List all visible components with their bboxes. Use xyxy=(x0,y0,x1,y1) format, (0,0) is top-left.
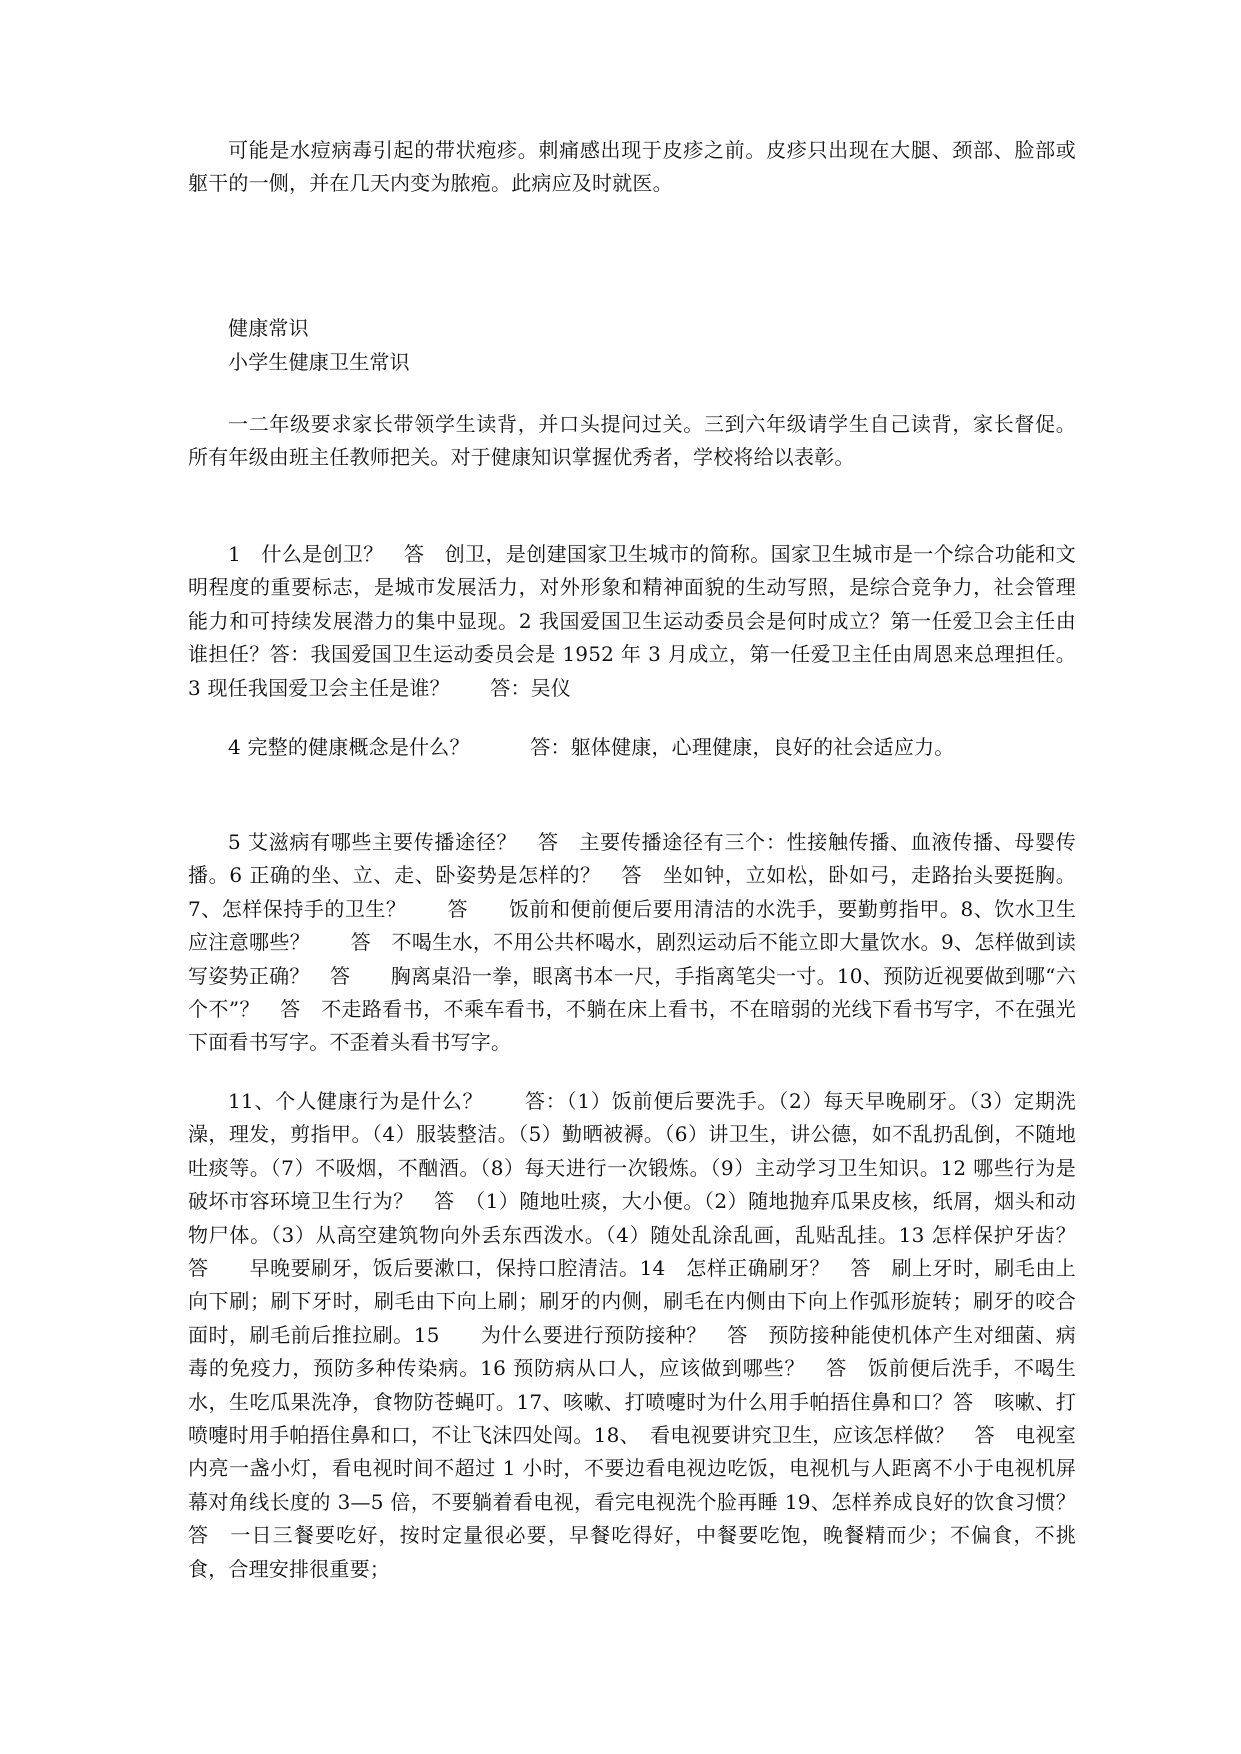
section-subheading-student-hygiene: 小学生健康卫生常识 xyxy=(228,350,410,374)
section-heading-health-knowledge: 健康常识 xyxy=(228,316,309,340)
paragraph-questions-5-10: 5 艾滋病有哪些主要传播途径？ 答 主要传播途径有三个：性接触传播、血液传播、母婴传播。6 正确的坐、立、走、卧姿势是怎样的？ 答 坐如钟，立如松，卧如弓，走路抬头要挺胸。7、怎样保持手的卫生？ 答 饭前和便前便后要用清洁的水洗手，要勤剪指甲。8、饮水卫生应注意哪些？ 答 不喝生水，不用公共杯喝水，剧烈运动后不能立即大量饮水。9、怎样做到读写姿势正确？ 答 胸离桌沿一拳，眼离书本一尺，手指离笔尖一寸。10、预防近视要做到哪“六个不”？ 答 不走路看书，不乘车看书，不躺在床上看书，不在暗弱的光线下看书写字，不在强光下面看书写字。不歪着头看书写字。 xyxy=(188,830,1076,1055)
paragraph-herpes-zoster: 可能是水痘病毒引起的带状疱疹。刺痛感出现于皮疹之前。皮疹只出现在大腿、颈部、脸部或躯干的一侧，并在几天内变为脓疱。此病应及时就医。 xyxy=(188,138,1076,196)
paragraph-question-4: 4 完整的健康概念是什么？ 答：躯体健康，心理健康，良好的社会适应力。 xyxy=(228,735,955,759)
paragraph-questions-11-19: 11、个人健康行为是什么？ 答：（1）饭前便后要洗手。（2）每天早晚刷牙。（3）定期洗澡，理发，剪指甲。（4）服装整洁。（5）勤晒被褥。（6）讲卫生，讲公德，如不乱扔乱倒，不随地吐痰等。（7）不吸烟，不酗酒。（8）每天进行一次锻炼。（9）主动学习卫生知识。12 哪些行为是破坏市容环境卫生行为？ 答 （1）随地吐痰，大小便。（2）随地抛弃瓜果皮核，纸屑，烟头和动物尸体。（3）从高空建筑物向外丢东西泼水。（4）随处乱涂乱画，乱贴乱挂。13 怎样保护牙齿？ 答 早晚要刷牙，饭后要漱口，保持口腔清洁。14 怎样正确刷牙？ 答 刷上牙时，刷毛由上向下刷；刷下牙时，刷毛由下向上刷；刷牙的内侧，刷毛在内侧由下向上作弧形旋转；刷牙的咬合面时，刷毛前后推拉刷。15 为什么要进行预防接种？ 答 预防接种能使机体产生对细菌、病毒的免疫力，预防多种传染病。16 预防病从口人，应该做到哪些？ 答 饭前便后洗手，不喝生水，生吃瓜果洗净，食物防苍蝇叮。17、咳嗽、打喷嚏时为什么用手帕捂住鼻和口？答 咳嗽、打喷嚏时用手帕捂住鼻和口，不让飞沫四处闯。18、 看电视要讲究卫生，应该怎样做？ 答 电视室内亮一盏小灯，看电视时间不超过 1 小时，不要边看电视边吃饭，电视机与人距离不小于电视机屏幕对角线长度的 3—5 倍，不要躺着看电视，看完电视洗个脸再睡 19、怎样养成良好的饮食习惯？ 答 一日三餐要吃好，按时定量很必要，早餐吃得好，中餐要吃饱，晚餐精而少；不偏食，不挑食，合理安排很重要； xyxy=(188,1089,1097,1581)
paragraph-questions-1-3: 1 什么是创卫？ 答 创卫，是创建国家卫生城市的简称。国家卫生城市是一个综合功能和文明程度的重要标志，是城市发展活力，对外形象和精神面貌的生动写照，是综合竞争力，社会管理能力和可持续发展潜力的集中显现。2 我国爱国卫生运动委员会是何时成立？第一任爱卫会主任由谁担任？答：我国爱国卫生运动委员会是 1952 年 3 月成立，第一任爱卫主任由周恩来总理担任。3 现任我国爱卫会主任是谁？ 答：吴仪 xyxy=(188,542,1076,700)
paragraph-grade-requirements: 一二年级要求家长带领学生读背，并口头提问过关。三到六年级请学生自己读背，家长督促。所有年级由班主任教师把关。对于健康知识掌握优秀者，学校将给以表彰。 xyxy=(188,412,1076,470)
